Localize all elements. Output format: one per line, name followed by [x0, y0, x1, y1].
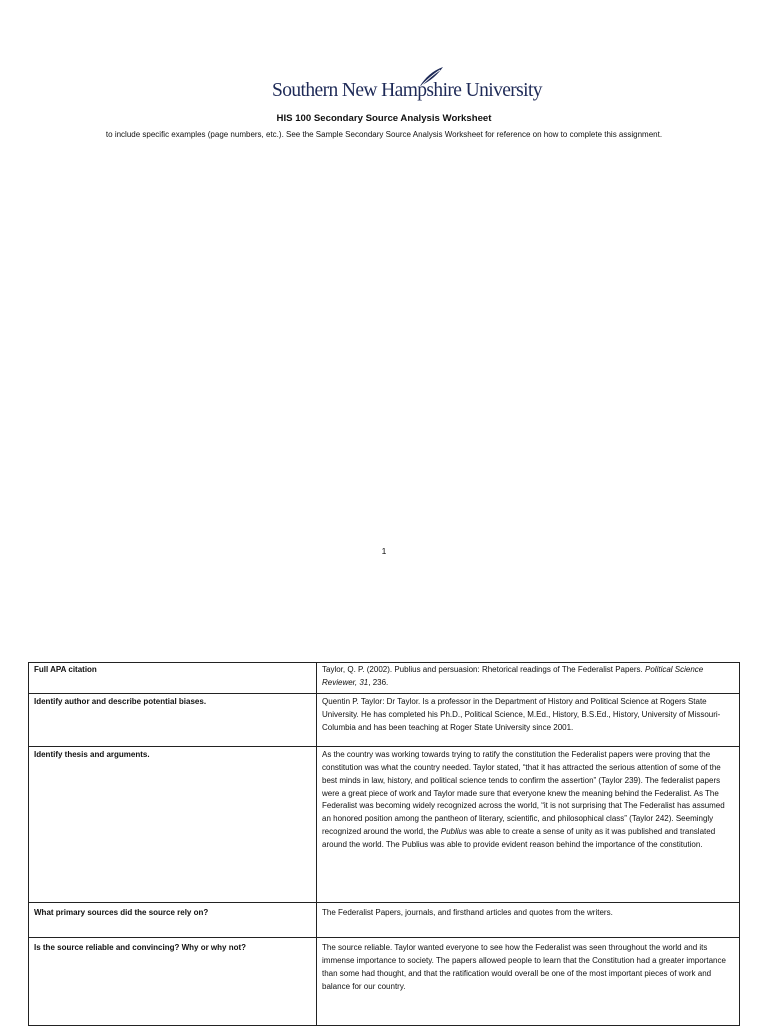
table-row — [29, 663, 740, 694]
question-cell: What primary sources did the source rely on? — [29, 902, 317, 937]
table-row — [29, 693, 740, 746]
table-row — [29, 746, 740, 902]
university-logo — [272, 66, 542, 104]
citation-pages: , 236. — [368, 677, 389, 687]
question-cell: Identify thesis and arguments. — [29, 746, 317, 902]
instructions-text: to include specific examples (page numbers, etc.). See the Sample Secondary Source Analysis Worksheet for reference on how to complete this assignment. — [105, 130, 663, 139]
answer-cell: The Federalist Papers, journals, and firsthand articles and quotes from the writers. — [317, 902, 740, 937]
page-number: 1 — [381, 546, 387, 556]
worksheet-title: HIS 100 Secondary Source Analysis Worksheet — [276, 113, 492, 124]
answer-text: As the country was working towards trying to ratify the constitution the Federalist papers were proving that the constitution was what the country needed. Taylor stated, “that it has attracted the serious attention of some of the best minds in law, history, and political science tends to confirm the assertion” (Taylor 239). The federalist papers were a great piece of work and Taylor made sure that everyone knew the meaning behind the Federalist. As The Federalist was becoming widely recognized across the world, “it is not surprising that The Federalist has assumed an honored position among the pantheon of literary, scientific, and philosophical class” (Taylor 242). Seemingly recognized around the world, the — [322, 749, 725, 837]
answer-cell — [317, 663, 740, 694]
citation-journal: Political Science Reviewer, 31 — [322, 665, 704, 687]
answer-cell: Quentin P. Taylor: Dr Taylor. Is a professor in the Department of History and Political Science at Rogers State University. He has completed his Ph.D., Political Science, M.Ed., History, B.S.Ed., History, University of Missouri- Columbia and has been teaching at Roger State University since 2001. — [317, 693, 740, 746]
answer-emphasis: Publius — [440, 827, 467, 837]
table-row — [29, 937, 740, 1025]
question-cell: Identify author and describe potential biases. — [29, 693, 317, 746]
logo-wordmark: Southern New Hampshire University — [272, 80, 542, 101]
question-cell: Full APA citation — [29, 663, 317, 694]
analysis-table — [28, 662, 740, 1026]
table-row — [29, 902, 740, 937]
answer-cell — [317, 746, 740, 902]
citation-text: Taylor, Q. P. (2002). Publius and persuasion: Rhetorical readings of The Federalist Papers. — [322, 665, 645, 674]
question-cell: Is the source reliable and convincing? Why or why not? — [29, 937, 317, 1025]
answer-text-continued: was able to create a sense of unity as it was published and translated around the world. The Publius was able to provide evident reason behind the importance of the constitution. — [322, 827, 716, 850]
answer-cell: The source reliable. Taylor wanted everyone to see how the Federalist was seen throughout the world and its immense importance to society. The papers allowed people to learn that the Constitution had a greater importance than some had thought, and that the ratification would overall be one of the most important pieces of work and balance for our country. — [317, 937, 740, 1025]
